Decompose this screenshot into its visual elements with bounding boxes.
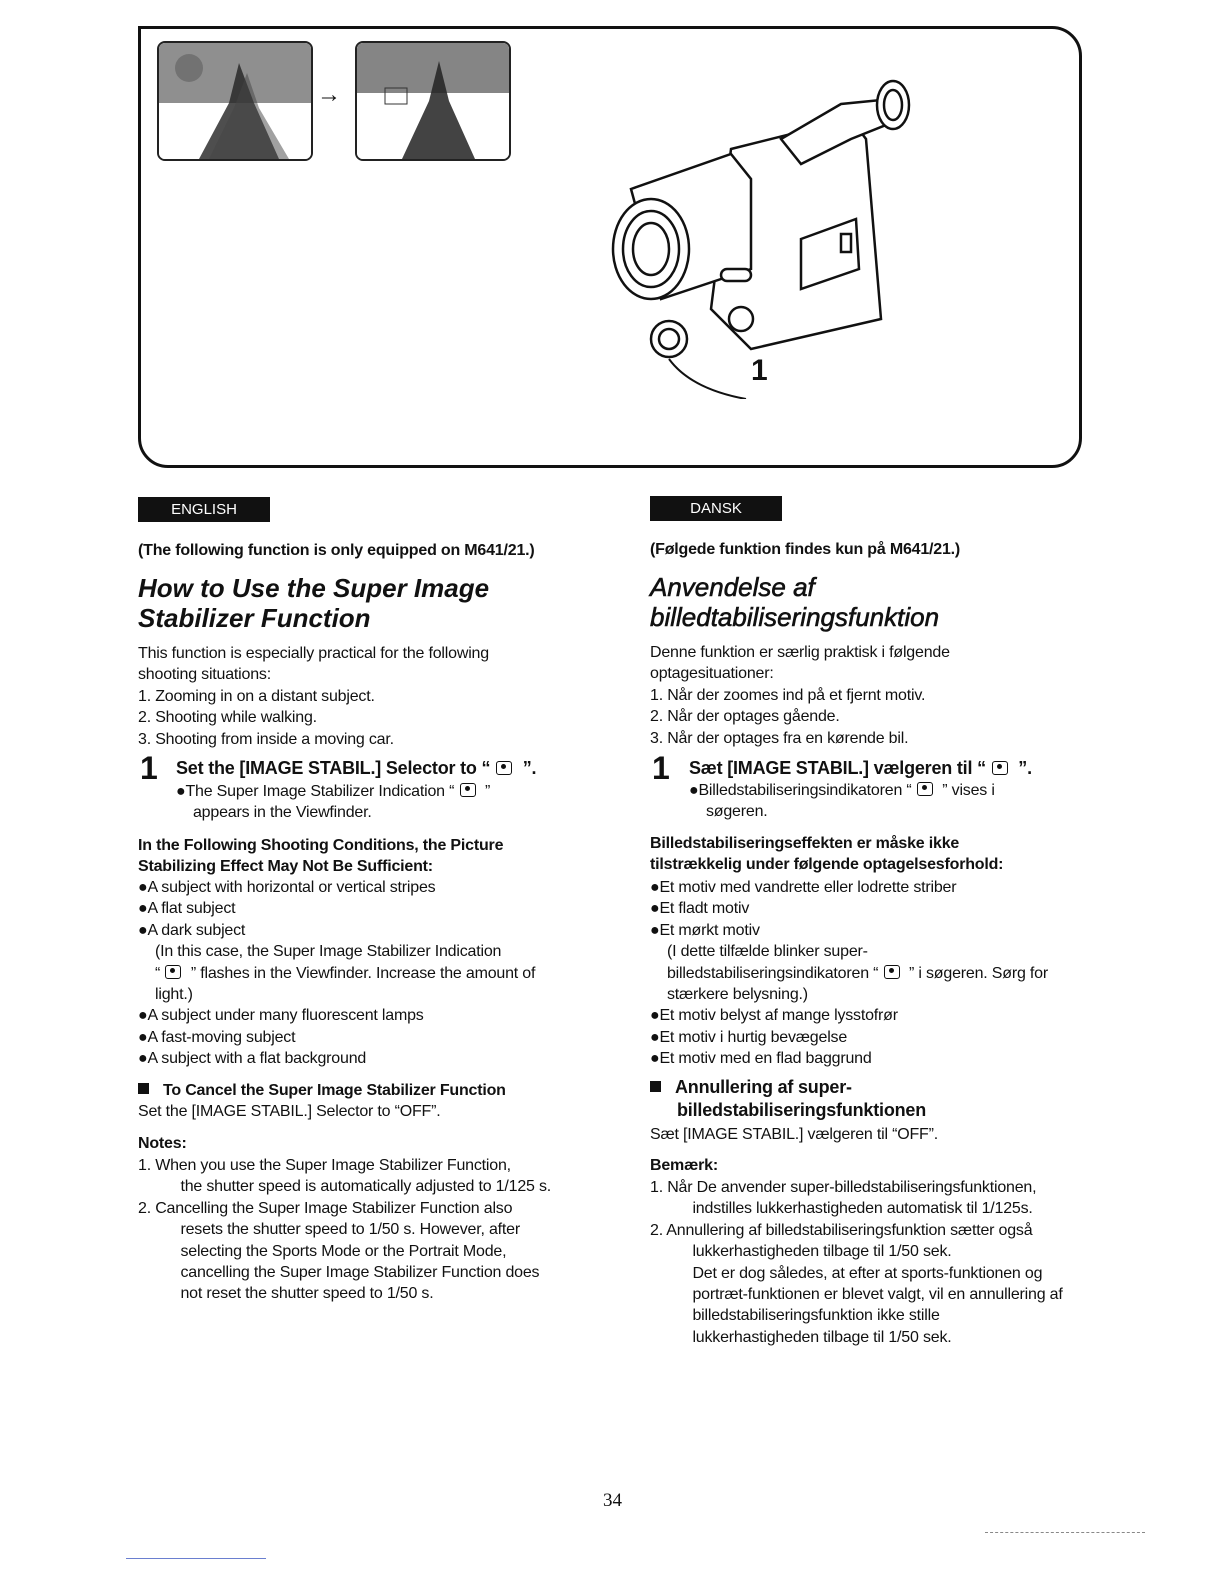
text-line: ●A flat subject <box>138 900 236 918</box>
text-line: Stabilizer Function <box>138 603 371 633</box>
stabilized-scene-image <box>357 43 509 159</box>
text-line: billedstabiliseringsfunktionen <box>677 1100 927 1120</box>
dansk-title <box>650 572 939 632</box>
text-line: selecting the Sports Mode or the Portrait Mode, <box>138 1242 507 1260</box>
text-line: ●Et motiv belyst af mange lysstofrør <box>650 1007 898 1025</box>
text-line: ●The Super Image Stabilizer Indication “ ” <box>176 783 491 800</box>
text-line: 3. Når der optages fra en kørende bil. <box>650 729 909 747</box>
text-line: Notes: <box>138 1135 187 1152</box>
text-line: 2. Cancelling the Super Image Stabilizer Function also <box>138 1199 513 1217</box>
image-stabilizer-icon <box>992 761 1008 775</box>
text-line: 1. When you use the Super Image Stabilizer Function, <box>138 1157 511 1174</box>
text-line: 1. Når der zoomes ind på et fjernt motiv. <box>650 686 926 704</box>
text-line: (I dette tilfælde blinker super- <box>650 943 868 961</box>
english-conditions-list <box>138 877 535 1070</box>
dansk-step-sub <box>689 780 995 823</box>
english-conditions-heading <box>138 835 503 878</box>
text-line: ●Et motiv med en flad baggrund <box>650 1050 872 1068</box>
english-intro <box>138 643 489 750</box>
text-line: ●A subject with a flat background <box>138 1050 367 1068</box>
text-line: shooting situations: <box>138 666 271 684</box>
english-notes-list <box>138 1155 551 1305</box>
text-line: “ ” flashes in the Viewfinder. Increase the amount of <box>138 964 536 982</box>
text-line: To Cancel the Super Image Stabilizer Function <box>138 1080 506 1101</box>
text-line: ●Et mørkt motiv <box>650 921 760 939</box>
image-stabilizer-icon <box>165 965 181 979</box>
english-step-sub <box>176 781 490 824</box>
text-line: billedstabiliseringsfunktion ikke stille <box>650 1307 940 1325</box>
text-line: resets the shutter speed to 1/50 s. However, after <box>138 1221 520 1239</box>
text-line: Bemærk: <box>650 1157 718 1174</box>
dansk-step-heading: Sæt [IMAGE STABIL.] vælgeren til “ ”. <box>689 758 1032 778</box>
page-number: 34 <box>603 1490 622 1511</box>
text-line: ●Et fladt motiv <box>650 900 750 918</box>
text-line: billedtabiliseringsfunktion <box>650 602 940 632</box>
dansk-conditions-list <box>650 877 1048 1070</box>
dansk-cancel-text <box>650 1124 938 1145</box>
text-line: 2. Annullering af billedstabiliseringsfunktion sætter også <box>650 1221 1033 1239</box>
text-line: Stabilizing Effect May Not Be Sufficient: <box>138 858 433 876</box>
text-line: indstilles lukkerhastigheden automatisk til 1/125s. <box>650 1200 1033 1218</box>
text-line: 2. Når der optages gående. <box>650 708 840 726</box>
blurred-scene-image <box>159 43 311 159</box>
language-badge-dansk: DANSK <box>650 496 782 521</box>
text-line: lukkerhastigheden tilbage til 1/50 sek. <box>650 1328 952 1346</box>
text-line: ●Billedstabiliseringsindikatoren “ ” vises i <box>689 782 995 799</box>
dansk-conditions-heading <box>650 833 1003 876</box>
shaky-image-thumbnail <box>157 41 313 161</box>
text-line: lukkerhastigheden tilbage til 1/50 sek. <box>650 1243 952 1261</box>
dansk-cancel-heading <box>650 1076 926 1122</box>
callout-number: 1 <box>751 354 768 387</box>
illustration-frame <box>138 26 1082 468</box>
stabilized-image-thumbnail <box>355 41 511 161</box>
text-line: the shutter speed is automatically adjusted to 1/125 s. <box>138 1178 552 1196</box>
square-bullet-icon <box>650 1081 661 1092</box>
text-line: light.) <box>138 986 193 1004</box>
text-line: This function is especially practical for the following <box>138 645 489 662</box>
square-bullet-icon <box>138 1083 149 1094</box>
english-notes-heading <box>138 1133 187 1154</box>
text-line: Annullering af super- <box>650 1076 926 1099</box>
text-line: 1. Zooming in on a distant subject. <box>138 687 375 705</box>
text-line: Set the [IMAGE STABIL.] Selector to “OFF”. <box>138 1103 441 1120</box>
text-line: Billedstabiliseringseffekten er måske ikke <box>650 835 960 852</box>
text-line: cancelling the Super Image Stabilizer Function does <box>138 1264 540 1282</box>
image-stabilizer-icon <box>496 761 512 775</box>
dansk-intro <box>650 642 950 749</box>
text-line: ●Et motiv med vandrette eller lodrette striber <box>650 879 957 896</box>
text-line: ●A dark subject <box>138 921 246 939</box>
text-line: (In this case, the Super Image Stabilizer Indication <box>138 943 502 961</box>
text-line: In the Following Shooting Conditions, the Picture <box>138 837 504 854</box>
text-line: ●A subject under many fluorescent lamps <box>138 1007 424 1025</box>
dansk-model-note: (Følgede funktion findes kun på M641/21.) <box>650 541 961 558</box>
english-cancel-text <box>138 1101 441 1122</box>
text-line: Sæt [IMAGE STABIL.] vælgeren til “OFF”. <box>650 1126 938 1143</box>
text-line: Det er dog således, at efter at sports-funktionen og <box>650 1264 1043 1282</box>
text-line: 1. Når De anvender super-billedstabiliseringsfunktionen, <box>650 1179 1037 1196</box>
english-step-number: 1 <box>140 750 158 786</box>
english-cancel-heading <box>138 1080 506 1101</box>
language-badge-english: ENGLISH <box>138 497 270 522</box>
english-title <box>138 573 489 633</box>
text-line: not reset the shutter speed to 1/50 s. <box>138 1285 434 1303</box>
dansk-notes-list <box>650 1177 1063 1348</box>
scan-artifact-line <box>985 1532 1145 1533</box>
text-line: ●A subject with horizontal or vertical stripes <box>138 879 436 896</box>
text-line: Anvendelse af <box>650 572 815 602</box>
english-model-note: (The following function is only equipped on M641/21.) <box>138 542 535 559</box>
dansk-step-number: 1 <box>652 750 670 786</box>
text-line: ●A fast-moving subject <box>138 1028 296 1046</box>
text-line: billedstabiliseringsindikatoren “ ” i søgeren. Sørg for <box>650 964 1048 982</box>
camcorder-illustration <box>601 69 931 399</box>
english-step-heading: Set the [IMAGE STABIL.] Selector to “ ”. <box>176 758 537 778</box>
text-line: optagesituationer: <box>650 665 774 683</box>
arrow-icon: → <box>317 81 341 108</box>
text-line: portræt-funktionen er blevet valgt, vil en annullering af <box>650 1286 1063 1304</box>
text-line: ●Et motiv i hurtig bevægelse <box>650 1028 848 1046</box>
scan-artifact-line <box>126 1558 266 1559</box>
text-line: Denne funktion er særlig praktisk i følgende <box>650 644 950 661</box>
image-stabilizer-icon <box>917 782 933 796</box>
dansk-notes-heading <box>650 1155 718 1176</box>
text-line: tilstrækkelig under følgende optagelsesforhold: <box>650 856 1004 874</box>
text-line: 2. Shooting while walking. <box>138 709 317 727</box>
text-line: stærkere belysning.) <box>650 986 808 1004</box>
image-stabilizer-icon <box>460 783 476 797</box>
text-line: How to Use the Super Image <box>138 573 490 603</box>
text-line: appears in the Viewfinder. <box>176 804 372 822</box>
text-line: 3. Shooting from inside a moving car. <box>138 730 394 748</box>
image-stabilizer-icon <box>884 965 900 979</box>
text-line: søgeren. <box>689 803 768 821</box>
